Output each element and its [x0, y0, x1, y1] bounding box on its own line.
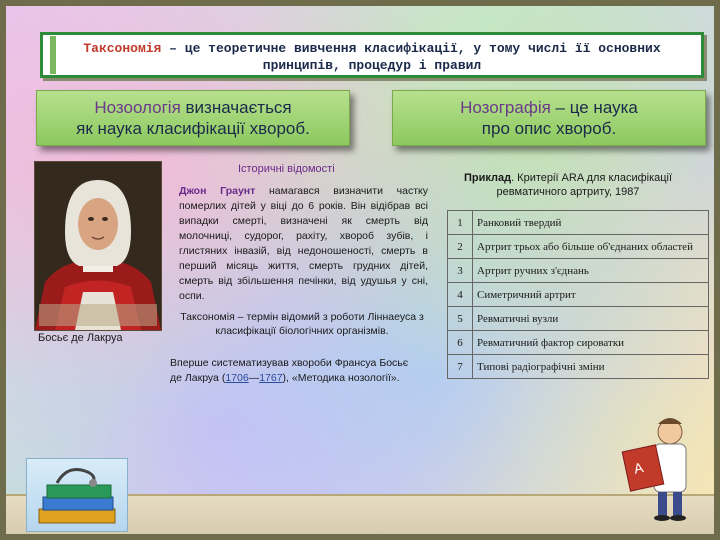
criteria-number: 5: [448, 307, 473, 331]
nosology-box: [36, 90, 350, 146]
svg-text:A: A: [632, 459, 645, 477]
criteria-text: Ревматичні вузли: [473, 307, 709, 331]
nosography-line2: про опис хвороб.: [481, 119, 617, 138]
criteria-text: Артрит трьох або більше об'єднаних областей: [473, 235, 709, 259]
criteria-text: Типові радіографічні зміни: [473, 355, 709, 379]
table-row: [448, 283, 709, 307]
books-illustration: [27, 459, 127, 531]
history-name: Джон Граунт: [179, 185, 256, 197]
taxonomy-note: Таксономія – термін відомий з роботи Ліннаеуса з класифікації біологічних організмів.: [180, 311, 424, 337]
portrait-illustration: [35, 162, 161, 330]
title-accent-bar: [50, 36, 56, 74]
criteria-number: 4: [448, 283, 473, 307]
table-row: [448, 307, 709, 331]
example-heading: [440, 171, 696, 199]
criteria-text: Ранковий твердий: [473, 211, 709, 235]
death-year-link[interactable]: 1767: [259, 372, 283, 384]
nosology-line2: як наука класифікації хвороб.: [76, 119, 310, 138]
history-body: намагався визначити частку померлих дітей у віці до 6 років. Він відібрав всі випадки смерті, визначені як смерть від молочниці, судорог, рахіту, хвороб зубів, і глистяних інвазій, від недоношеності, смерть в перший місяць життя, смерть грудних дітей, смерть від збільшення печінки, від удушья у сні, оспи.: [179, 185, 428, 302]
criteria-text: Артрит ручних з'єднань: [473, 259, 709, 283]
example-text: . Критерії ARA для класифікації ревматичного артриту, 1987: [496, 172, 673, 198]
birth-year-link[interactable]: 1706: [225, 372, 249, 384]
criteria-number: 1: [448, 211, 473, 235]
doctor-illustration: [612, 414, 702, 524]
table-row: [448, 331, 709, 355]
history-title: Історичні відомості: [238, 163, 335, 175]
systematization-after: ), «Методика нозології».: [282, 372, 400, 384]
history-text: [179, 184, 428, 304]
doctor-reading-icon: [612, 414, 702, 524]
systematization-before: Вперше систематизував хвороби Франсуа Босьє де Лакруа (: [170, 357, 409, 384]
title-term: Таксономія: [83, 41, 162, 56]
criteria-text: Симетричний артрит: [473, 283, 709, 307]
table-row: [448, 355, 709, 379]
table-row: [448, 235, 709, 259]
nosography-box: [392, 90, 706, 146]
criteria-number: 3: [448, 259, 473, 283]
table-row: [448, 211, 709, 235]
nosography-term: Нозографія: [460, 98, 551, 117]
title-definition: – це теоретичне вивчення класифікації, у тому числі її основних принципів, процедур і правил: [161, 41, 661, 73]
nosology-line1: визначається: [180, 98, 292, 117]
example-label: Приклад: [463, 172, 512, 184]
criteria-text: Ревматичний фактор сироватки: [473, 331, 709, 355]
criteria-table: [447, 210, 709, 379]
criteria-number: 2: [448, 235, 473, 259]
portrait-caption: Босьє де Лакруа: [38, 332, 123, 344]
year-dash: —: [248, 372, 260, 384]
systematization-note: [170, 356, 420, 386]
criteria-number: 7: [448, 355, 473, 379]
books-stethoscope-icon: [26, 458, 128, 532]
criteria-number: 6: [448, 331, 473, 355]
nosology-term: Нозоологія: [94, 98, 181, 117]
nosography-line1: – це наука: [550, 98, 638, 117]
slide-title-box: [40, 32, 704, 78]
table-row: [448, 259, 709, 283]
portrait-image: [34, 161, 162, 331]
